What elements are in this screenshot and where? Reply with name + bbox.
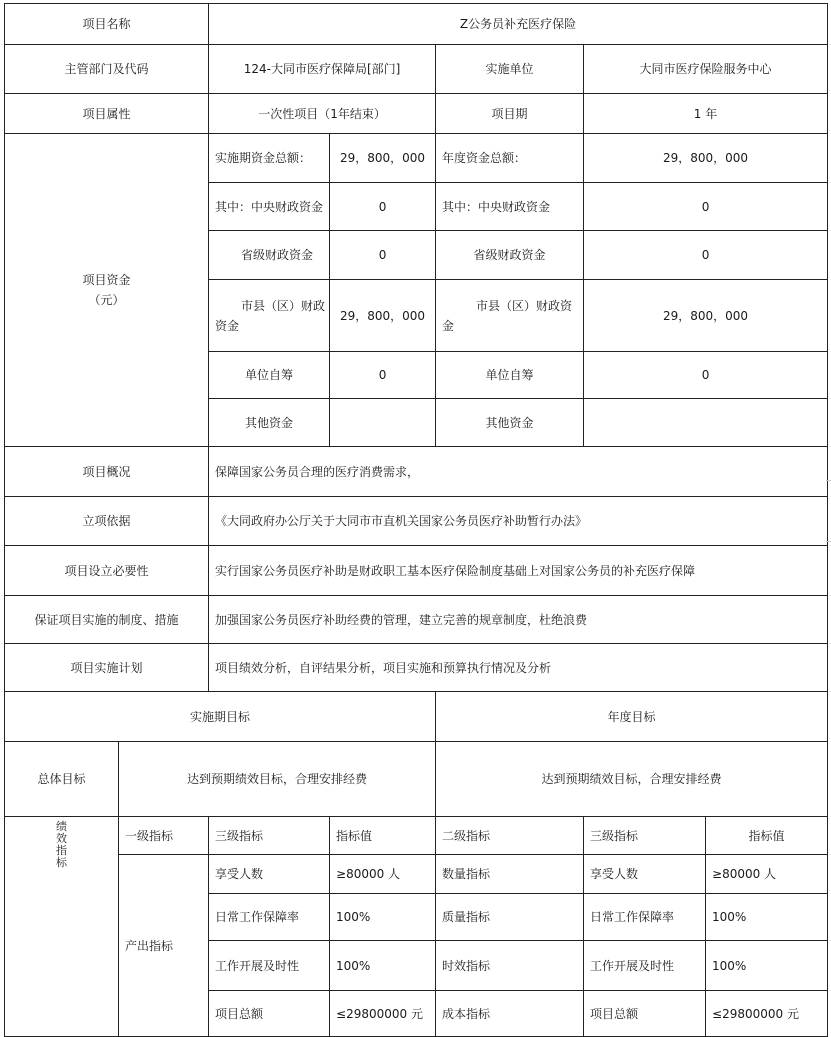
funds-value-province-annual: 0 — [584, 231, 828, 280]
perf-value: ≥80000 人 — [330, 855, 436, 894]
label-plan: 项目实施计划 — [5, 644, 209, 692]
table-row — [5, 855, 828, 894]
value-measures: 加强国家公务员医疗补助经费的管理，建立完善的规章制度，杜绝浪费 — [209, 596, 828, 644]
funds-label-county-annual: 市县（区）财政资金 — [436, 280, 584, 352]
perf-category: 质量指标 — [436, 894, 584, 941]
label-impl-unit: 实施单位 — [436, 45, 584, 94]
perf-value-annual: ≥80000 人 — [706, 855, 828, 894]
value-project-attr: 一次性项目（1年结束） — [209, 94, 436, 134]
funds-value-self: 0 — [330, 352, 436, 399]
funds-label-annual-total: 年度资金总额： — [436, 134, 584, 183]
value-plan: 项目绩效分析，自评结果分析，项目实施和预算执行情况及分析 — [209, 644, 828, 692]
funds-label-province: 省级财政资金 — [209, 231, 330, 280]
funds-label-province-annual: 省级财政资金 — [436, 231, 584, 280]
perf-indicator: 享受人数 — [209, 855, 330, 894]
project-table — [4, 3, 828, 1037]
label-project-name: 项目名称 — [5, 4, 209, 45]
page-edge-mark — [826, 480, 831, 481]
label-measures: 保证项目实施的制度、措施 — [5, 596, 209, 644]
funds-value-central: 0 — [330, 183, 436, 231]
label-project-period: 项目期 — [436, 94, 584, 134]
funds-value-other — [330, 399, 436, 447]
label-project-funds — [5, 134, 209, 447]
perf-value: 100% — [330, 894, 436, 941]
funds-label-central-annual: 其中：中央财政资金 — [436, 183, 584, 231]
perf-category: 时效指标 — [436, 941, 584, 991]
header-level3-annual: 三级指标 — [584, 817, 706, 855]
funds-label-other-annual: 其他资金 — [436, 399, 584, 447]
row-goal-headers — [5, 692, 828, 742]
funds-label-impl-total: 实施期资金总额： — [209, 134, 330, 183]
funds-label-self: 单位自筹 — [209, 352, 330, 399]
value-impl-goal: 达到预期绩效目标，合理安排经费 — [119, 742, 436, 817]
perf-value: 100% — [330, 941, 436, 991]
value-dept: 124-大同市医疗保障局[部门] — [209, 45, 436, 94]
value-impl-unit: 大同市医疗保险服务中心 — [584, 45, 828, 94]
funds-row — [5, 134, 828, 183]
header-annual-goal: 年度目标 — [436, 692, 828, 742]
funds-value-self-annual: 0 — [584, 352, 828, 399]
row-measures — [5, 596, 828, 644]
value-basis: 《大同政府办公厅关于大同市市直机关国家公务员医疗补助暂行办法》 — [209, 497, 828, 546]
row-perf-headers — [5, 817, 828, 855]
perf-indicator-annual: 工作开展及时性 — [584, 941, 706, 991]
perf-indicator: 项目总额 — [209, 991, 330, 1037]
funds-value-province: 0 — [330, 231, 436, 280]
label-perf-indicators — [5, 817, 119, 1037]
funds-label-self-annual: 单位自筹 — [436, 352, 584, 399]
perf-indicator-annual: 享受人数 — [584, 855, 706, 894]
funds-value-other-annual — [584, 399, 828, 447]
perf-category: 成本指标 — [436, 991, 584, 1037]
funds-value-annual-total: 29，800，000 — [584, 134, 828, 183]
perf-value-annual: ≤29800000 元 — [706, 991, 828, 1037]
perf-indicator: 日常工作保障率 — [209, 894, 330, 941]
label-necessity: 项目设立必要性 — [5, 546, 209, 596]
row-plan — [5, 644, 828, 692]
funds-value-central-annual: 0 — [584, 183, 828, 231]
perf-indicator-annual: 日常工作保障率 — [584, 894, 706, 941]
label-overview: 项目概况 — [5, 447, 209, 497]
funds-label-central: 其中：中央财政资金 — [209, 183, 330, 231]
row-overview — [5, 447, 828, 497]
project-form — [4, 3, 827, 1028]
perf-value-annual: 100% — [706, 941, 828, 991]
value-overview: 保障国家公务员合理的医疗消费需求， — [209, 447, 828, 497]
perf-value-annual: 100% — [706, 894, 828, 941]
value-annual-goal: 达到预期绩效目标，合理安排经费 — [436, 742, 828, 817]
perf-side-label: 绩效指标 — [56, 820, 67, 869]
header-level1: 一级指标 — [119, 817, 209, 855]
label-project-attr: 项目属性 — [5, 94, 209, 134]
funds-label-other: 其他资金 — [209, 399, 330, 447]
row-necessity — [5, 546, 828, 596]
row-dept — [5, 45, 828, 94]
label-overall-goal: 总体目标 — [5, 742, 119, 817]
funds-value-county: 29，800，000 — [330, 280, 436, 352]
funds-label-line1: 项目资金 — [82, 273, 131, 287]
label-basis: 立项依据 — [5, 497, 209, 546]
funds-value-county-annual: 29，800，000 — [584, 280, 828, 352]
header-level2-annual: 二级指标 — [436, 817, 584, 855]
row-basis — [5, 497, 828, 546]
funds-value-impl-total: 29，800，000 — [330, 134, 436, 183]
perf-value: ≤29800000 元 — [330, 991, 436, 1037]
row-overall-goal — [5, 742, 828, 817]
value-project-name: Z公务员补充医疗保险 — [209, 4, 828, 45]
row-attr — [5, 94, 828, 134]
header-value: 指标值 — [330, 817, 436, 855]
label-dept: 主管部门及代码 — [5, 45, 209, 94]
label-output-indicators: 产出指标 — [119, 855, 209, 1037]
perf-indicator: 工作开展及时性 — [209, 941, 330, 991]
value-project-period: 1 年 — [584, 94, 828, 134]
value-necessity: 实行国家公务员医疗补助是财政职工基本医疗保险制度基础上对国家公务员的补充医疗保障 — [209, 546, 828, 596]
header-impl-goal: 实施期目标 — [5, 692, 436, 742]
header-level3: 三级指标 — [209, 817, 330, 855]
page-edge-mark — [826, 541, 831, 542]
funds-label-county: 市县（区）财政资金 — [209, 280, 330, 352]
header-value-annual: 指标值 — [706, 817, 828, 855]
funds-label-line2: （元） — [88, 293, 125, 307]
row-project-name — [5, 4, 828, 45]
perf-category: 数量指标 — [436, 855, 584, 894]
perf-indicator-annual: 项目总额 — [584, 991, 706, 1037]
